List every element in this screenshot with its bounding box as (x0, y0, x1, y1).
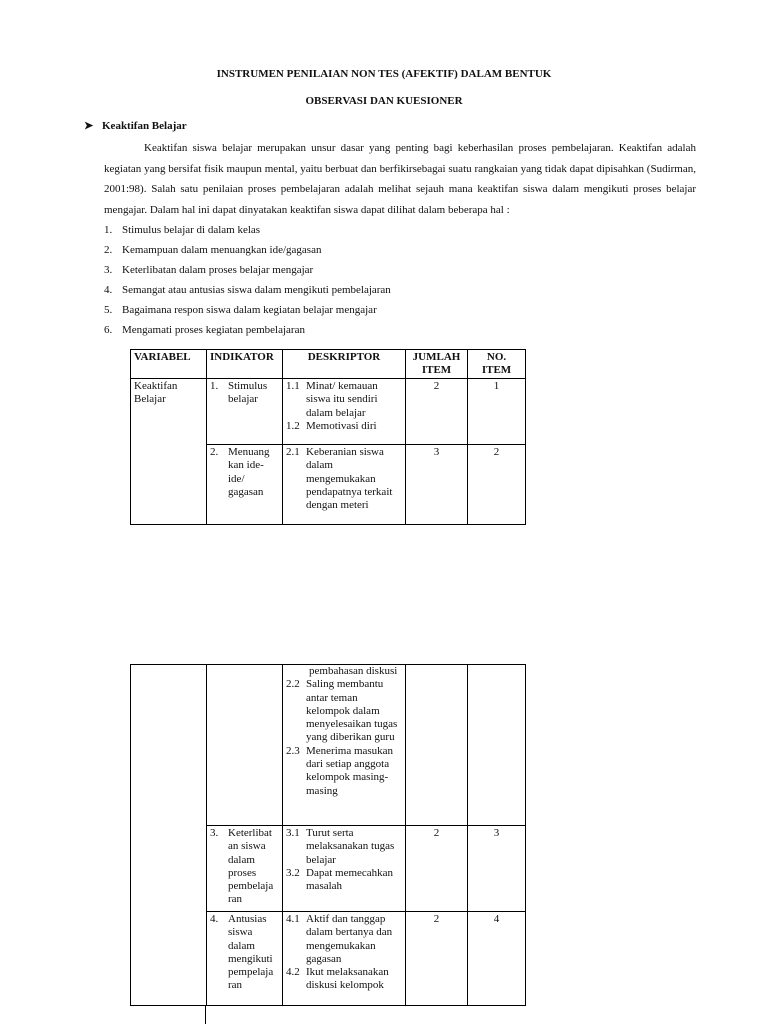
jumlah-item-cell: 2 (406, 912, 468, 1006)
jumlah-item-cell: 2 (406, 379, 468, 445)
jumlah-item-cell: 2 (406, 826, 468, 912)
instrument-table-continued (130, 664, 526, 1006)
no-item-cell: 3 (468, 826, 526, 912)
list-item: 6. Mengamati proses kegiatan pembelajaran (104, 324, 305, 336)
list-item: 3. Keterlibatan dalam proses belajar mengajar (104, 264, 314, 276)
deskriptor-continued-text: pembahasan diskusi (309, 665, 398, 677)
section-heading (84, 120, 187, 134)
header-deskriptor: DESKRIPTOR (283, 350, 406, 379)
indicator-list (104, 220, 704, 340)
section-heading-text: Keaktifan Belajar (102, 120, 187, 132)
indikator-cell: 3. Keterlibat an siswa dalam proses pembelaja ran (207, 826, 283, 912)
list-item: 4. Semangat atau antusias siswa dalam mengikuti pembelajaran (104, 284, 391, 296)
table-row (131, 379, 526, 445)
list-item: 1. Stimulus belajar di dalam kelas (104, 224, 261, 236)
variabel-cell (131, 665, 207, 1006)
header-jumlah-item: JUMLAH ITEM (406, 350, 468, 379)
indikator-cell: 4. Antusias siswa dalam mengikuti pempelaja ran (207, 912, 283, 1006)
section-paragraph (104, 138, 696, 220)
deskriptor-cell: 2.1 Keberanian siswa dalam mengemukakan pendapatnya terkait dengan meteri (283, 445, 406, 525)
deskriptor-cell: pembahasan diskusi 2.2 Saling membantu antar teman kelompok dalam menyelesaikan tugas yang diberikan guru 2.3 Menerima masukan dari setiap anggota kelompok masing-masing (283, 665, 406, 826)
table-row (131, 665, 526, 826)
table-header-row (131, 350, 526, 379)
deskriptor-cell: 1.1 Minat/ kemauan siswa itu sendiri dalam belajar 1.2 Memotivasi diri (283, 379, 406, 445)
no-item-cell (468, 665, 526, 826)
no-item-cell: 1 (468, 379, 526, 445)
list-item: 2. Kemampuan dalam menuangkan ide/gagasan (104, 244, 322, 256)
no-item-cell: 4 (468, 912, 526, 1006)
deskriptor-cell: 3.1 Turut serta melaksanakan tugas belajar 3.2 Dapat memecahkan masalah (283, 826, 406, 912)
list-item: 5. Bagaimana respon siswa dalam kegiatan belajar mengajar (104, 304, 377, 316)
no-item-cell: 2 (468, 445, 526, 525)
indikator-cell: 1. Stimulus belajar (207, 379, 283, 445)
deskriptor-cell: 4.1 Aktif dan tanggap dalam bertanya dan mengemukakan gagasan 4.2 Ikut melaksanakan diskusi kelompok (283, 912, 406, 1006)
jumlah-item-cell (406, 665, 468, 826)
document-title-line1: INSTRUMEN PENILAIAN NON TES (AFEKTIF) DALAM BENTUK (216, 68, 552, 80)
header-no-item: NO. ITEM (468, 350, 526, 379)
jumlah-item-cell: 3 (406, 445, 468, 525)
arrow-bullet-icon: ➤ (84, 120, 94, 132)
indikator-cell (207, 665, 283, 826)
table-border-stub (205, 1005, 206, 1024)
instrument-table (130, 349, 526, 525)
header-indikator: INDIKATOR (207, 350, 283, 379)
variabel-cell: Keaktifan Belajar (131, 379, 207, 525)
document-title-line2: OBSERVASI DAN KUESIONER (305, 95, 463, 107)
paragraph-text: Keaktifan siswa belajar merupakan unsur dasar yang penting bagi keberhasilan proses pembelajaran. Keaktifan adalah kegiatan yang bersifat fisik maupun mental, yaitu berbuat dan berfikirsebagai suatu rangkaian yang tidak dapat dipisahkan (Sudirman, 2001:98). Salah satu penilaian proses pembelajaran adalah melihat sejauh mana keaktifan siswa dalam mengikuti proses belajar mengajar. Dalam hal ini dapat dinyatakan keaktifan siswa dapat dilihat dalam beberapa hal : (104, 142, 696, 216)
header-variabel: VARIABEL (131, 350, 207, 379)
indikator-cell: 2. Menuang kan ide-ide/ gagasan (207, 445, 283, 525)
